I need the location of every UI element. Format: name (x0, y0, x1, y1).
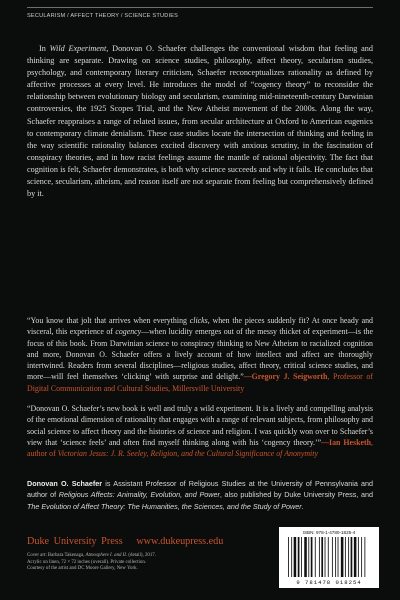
artwork-title: Atmosphere I. and II. (85, 553, 128, 558)
credit-text: Cover art: Barbara Takenaga, (27, 553, 86, 558)
quote-text: , when the pieces suddenly fit? At once heady and visceral, this experience of (27, 316, 374, 337)
quote-emphasis: clicks (189, 316, 208, 325)
credit-line-3: Courtesy of the artist and DC Moore Gallery, New York. (27, 566, 138, 572)
endorser-name: —Gregory J. Seigworth (243, 372, 328, 382)
endorser-affiliation: , Professor of Digital Communication and Cultural Studies, Millersville University (27, 372, 373, 393)
endorser-name: —Ian Hesketh (321, 437, 372, 447)
bio-book: Religious Affects: Animality, Evolution, and Power (58, 490, 220, 500)
endorsement-seigworth (27, 315, 373, 394)
credit-line-1 (27, 553, 156, 560)
book-summary (27, 43, 373, 200)
author-name: Donovan O. Schaefer (27, 479, 103, 488)
isbn-label: ISBN: 978-1-4780-1825-4 (302, 530, 356, 535)
barcode-digits: 9 781478 018254 (296, 579, 362, 586)
category-line: SECULARISM / AFFECT THEORY / SCIENCE STUDIES (27, 13, 179, 19)
endorsement-hesketh (27, 403, 373, 459)
endorser-book: Victorian Jesus: J. R. Seeley, Religion, and the Cultural Significance of Anonymity (57, 449, 318, 459)
publisher-line (27, 536, 223, 547)
quote-emphasis: cogency (115, 327, 142, 337)
author-bio (27, 478, 373, 512)
barcode-icon (288, 537, 370, 577)
barcode-box (279, 527, 379, 588)
endorser-role: , author of (27, 437, 373, 459)
bio-text: is Assistant Professor of Religious Studies at the University of Pennsylvania and author of (27, 479, 374, 500)
book-title: Wild Experiment (49, 44, 107, 53)
bio-text: , also published by Duke University Press, and (219, 490, 373, 500)
summary-text: , Donovan O. Schaefer challenges the conventional wisdom that feeling and thinking are separate. Drawing on science studies, philosophy, affect theory, secularism studies, psychology, and contemporary literary criticism, Schaefer reconceptualizes rationality as defined by affective processes at every level. He introduces the model of “cogency theory” to reconsider the relationship between evolutionary biology and secularism, examining mid-nineteenth-century Darwinian controversies, the 1925 Scopes Trial, and the New Atheist movement of the 2000s. Along the way, Schaefer reappraises a range of related issues, from secular architecture at Oxford to American eugenics to contemporary climate denialism. These case studies locate the intersection of thinking and feeling in the way scientific rationality balances excited discovery with anxious scrutiny, in the fascination of conspiracy theories, and in how racist feelings assume the mantle of rational objectivity. The fact that cognition is felt, Schaefer demonstrates, is both why science succeeds and why it fails. He concludes that science, secularism, atheism, and reason itself are not separate from feeling but comprehensively defined by it. (27, 44, 373, 199)
quote-text: “You know that jolt that arrives when everything (27, 316, 190, 325)
publisher-url: www.dukeupress.edu (136, 536, 224, 547)
bio-text: . (301, 501, 304, 511)
bio-book: The Evolution of Affect Theory: The Humanities, the Sciences, and the Study of Power (27, 501, 302, 511)
quote-text: “Donovan O. Schaefer’s new book is well and truly a wild experiment. It is a lively and compelling analysis of the emotional dimension of rationality that engages with a range of relevant subjects, from philosophy and social science to affect theory and the histories of science and religion. I was quickly won over to Schaefer’s view that ‘science feels’ and often find myself thinking along with his ‘cogency theory.’” (27, 404, 373, 447)
credit-text: (detail), 2017. (127, 553, 156, 558)
credit-line-2: Acrylic on linen, 72 × 72 inches (overall). Private collection. (27, 559, 147, 565)
quote-text: —when lucidity emerges out of the messy thicket of experiment—is the focus of this book. From Darwinian science to conspiracy thinking to New Atheism to racialized cognition and more, Donovan O. Schaefer offers a lively account of how intellect and affect are thoroughly intertwined. Readers from several disciplines—religious studies, affect theory, critical science studies, and more—will feel themselves ‘clicking’ with surprise and delight.” (27, 327, 373, 382)
summary-lead: In (39, 44, 50, 53)
cover-credits (27, 553, 156, 573)
top-rule (27, 7, 373, 8)
publisher-name: Duke University Press (27, 536, 123, 547)
